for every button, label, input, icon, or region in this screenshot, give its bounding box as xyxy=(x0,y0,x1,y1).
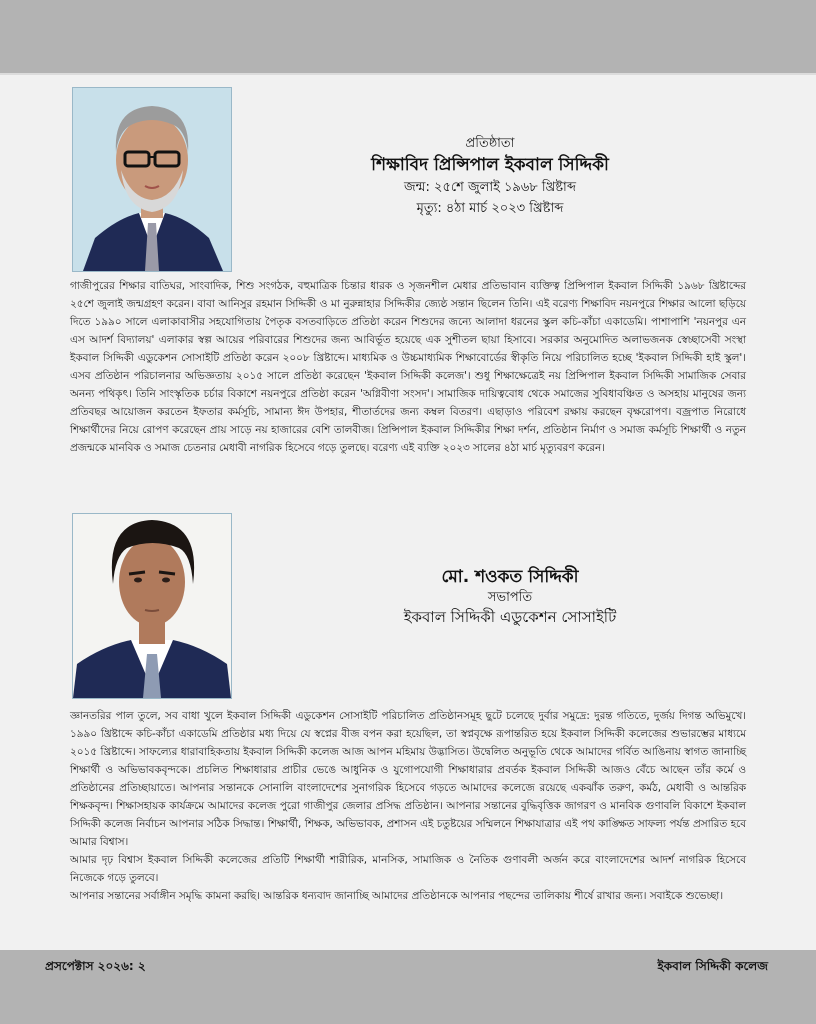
footer-college-name: ইকবাল সিদ্দিকী কলেজ xyxy=(657,959,768,973)
president-organization: ইকবাল সিদ্দিকী এডুকেশন সোসাইটি xyxy=(403,608,617,626)
president-message-paragraph-1: জ্ঞানতরির পাল তুলে, সব বাধা খুলে ইকবাল সিদ্দিকী এডুকেশন সোসাইটি পরিচালিত প্রতিষ্ঠানসমূহ ছুটে চলেছে দুর্বার সমুদ্রে: দুরন্ত গতিতে, দুর্জয় দিগন্ত অভিমুখে। ১৯৯০ খ্রিষ্টাব্দে কচি-কাঁচা একাডেমি প্রতিষ্ঠার মধ্য দিয়ে যে স্বপ্নের বীজ বপন করা হয়েছিল, তা স্বপ্নবৃক্ষে রূপান্তরিত হয়ে ইকবাল সিদ্দিকী কলেজের শুভারম্ভের মাধ্যমে ২০১৫ খ্রিষ্টাব্দে। সাফল্যের ধারাবাহিকতায় ইকবাল সিদ্দিকী কলেজ আজ আপন মহিমায় উদ্ভাসিত। উদ্বেলিত অনুভূতি থেকে আমাদের গর্বিত আঙিনায় স্বাগত জানাচ্ছি শিক্ষার্থী ও অভিভাবকবৃন্দকে। প্রচলিত শিক্ষাধারার প্রাচীর ভেঙে আধুনিক ও যুগোপযোগী শিক্ষাধারার প্রবর্তক ইকবাল সিদ্দিকী আজও বেঁচে আছেন তাঁর কর্মে ও প্রতিষ্ঠানের প্রতিচ্ছায়াতে। আপনার সন্তানকে সোনালি বাংলাদেশের সুনাগরিক হিসেবে গড়তে আমাদের কলেজে রয়েছে একঝাঁক তরুণ, কর্মঠ, মেধাবী ও আন্তরিক শিক্ষকবৃন্দ। শিক্ষাসহায়ক কার্যক্রমে আমাদের কলেজ পুরো গাজীপুর জেলার প্রসিদ্ধ প্রতিষ্ঠান। আপনার সন্তানের বুদ্ধিবৃত্তিক জাগরণ ও মানবিক গুণাবলি বিকাশে ইকবাল সিদ্দিকী কলেজ নির্বাচন আপনার সঠিক সিদ্ধান্ত। শিক্ষার্থী, শিক্ষক, অভিভাবক, প্রশাসন এই চতুষ্টয়ের সম্মিলনে শিক্ষাযাত্রার এই পথ কাঙ্ক্ষিত সাফল্য পর্যন্ত প্রসারিত হবে আমার বিশ্বাস। xyxy=(70,710,746,848)
prospectus-page xyxy=(0,73,816,950)
founder-role: প্রতিষ্ঠাতা xyxy=(465,136,515,151)
founder-heading xyxy=(340,135,640,219)
president-message xyxy=(70,707,746,905)
president-photo xyxy=(72,513,232,699)
president-role: সভাপতি xyxy=(487,590,533,605)
page-footer xyxy=(0,950,816,1024)
president-message-paragraph-2: আমার দৃঢ় বিশ্বাস ইকবাল সিদ্দিকী কলেজের প্রতিটি শিক্ষার্থী শারীরিক, মানসিক, সামাজিক ও নৈতিক গুণাবলী অর্জন করে বাংলাদেশের আদর্শ নাগরিক হিসেবে নিজেকে গড়ে তুলবে। xyxy=(70,854,746,884)
founder-name: শিক্ষাবিদ প্রিন্সিপাল ইকবাল সিদ্দিকী xyxy=(371,155,609,175)
founder-biography xyxy=(70,277,746,457)
portrait-photo-founder-icon xyxy=(73,88,231,271)
president-message-paragraph-3: আপনার সন্তানের সর্বাঙ্গীন সমৃদ্ধি কামনা করছি। আন্তরিক ধন্যবাদ জানাচ্ছি আমাদের প্রতিষ্ঠানকে আপনার পছন্দের তালিকায় শীর্ষে রাখার জন্য। সবাইকে শুভেচ্ছা। xyxy=(70,890,724,902)
president-name: মো. শওকত সিদ্দিকী xyxy=(441,567,579,587)
founder-photo xyxy=(72,87,232,272)
founder-biography-text: গাজীপুরের শিক্ষার বাতিঘর, সাংবাদিক, শিশু সংগঠক, বহুমাত্রিক চিন্তার ধারক ও সৃজনশীল মেধার প্রতিভাবান ব্যক্তিত্ব প্রিন্সিপাল ইকবাল সিদ্দিকী ১৯৬৮ খ্রিষ্টাব্দের ২৫শে জুলাই জন্মগ্রহণ করেন। বাবা আনিসুর রহমান সিদ্দিকী ও মা নুরুন্নাহার সিদ্দিকীর জ্যেষ্ঠ সন্তান ছিলেন তিনি। এই বরেণ্য শিক্ষাবিদ নয়নপুরে শিক্ষার আলো ছড়িয়ে দিতে ১৯৯০ সালে এলাকাবাসীর সহযোগিতায় পৈতৃক বসতবাড়িতে প্রতিষ্ঠা করেন শিশুদের জন্যে আলাদা ধরনের স্কুল কচি-কাঁচা একাডেমি। পাশাপাশি 'নয়নপুর এন এস আদর্শ বিদ্যালয়' এলাকার স্বল্প আয়ের পরিবারের শিশুদের জন্য আবির্ভূত হয়েছে এক সুশীতল ছায়া হিসাবে। সরকার অনুমোদিত অলাভজনক স্বেচ্ছাসেবী সংস্থা ইকবাল সিদ্দিকী এডুকেশন সোসাইটি প্রতিষ্ঠা করেন ২০০৮ খ্রিষ্টাব্দে। মাধ্যমিক ও উচ্চমাধ্যমিক শিক্ষাবোর্ডের স্বীকৃতি নিয়ে পরিচালিত হচ্ছে 'ইকবাল সিদ্দিকী হাই স্কুল'। এসব প্রতিষ্ঠান পরিচালনার অভিজ্ঞতায় ২০১৫ সালে প্রতিষ্ঠা করেছেন 'ইকবাল সিদ্দিকী কলেজ'। শুধু শিক্ষাক্ষেত্রেই নয় প্রিন্সিপাল ইকবাল সিদ্দিকী সামাজিক সেবার অনন্য পথিকৃৎ। তিনি সাংস্কৃতিক চর্চার বিকাশে নয়নপুরে প্রতিষ্ঠা করেন 'অগ্নিবীণা সংসদ'। সামাজিক দায়িত্ববোধ থেকে সমাজের সুবিধাবঞ্চিত ও অসহায় মানুষের জন্য প্রতিবছর আয়োজন করতেন ইফতার কর্মসূচি, সামান্য ঈদ উপহার, শীতার্তদের জন্য কম্বল বিতরণ। এছাড়াও পরিবেশ রক্ষায় করছেন বৃক্ষরোপণ। বজ্রপাত নিরোধে শিক্ষার্থীদের নিয়ে রোপণ করেছেন প্রায় সাড়ে নয় হাজারের বেশি তালবীজ। প্রিন্সিপাল ইকবাল সিদ্দিকীর শিক্ষা দর্শন, প্রতিষ্ঠান নির্মাণ ও সমাজ কর্মসূচি শিক্ষার্থী ও নতুন প্রজন্মকে মানবিক ও সমাজ চেতনার মেধাবী নাগরিক হিসেবে গড়ে তুলছে। বরেণ্য এই ব্যক্তি ২০২৩ সালের ৪ঠা মার্চ মৃত্যুবরণ করেন। xyxy=(70,280,746,454)
portrait-photo-president-icon xyxy=(73,514,231,698)
footer-page-number: প্রসপেক্টাস ২০২৬: ২ xyxy=(45,959,146,973)
president-heading xyxy=(340,565,680,627)
viewer-top-band xyxy=(0,0,816,73)
founder-birth: জন্ম: ২৫শে জুলাই ১৯৬৮ খ্রিষ্টাব্দ xyxy=(404,180,576,195)
founder-death: মৃত্যু: ৪ঠা মার্চ ২০২৩ খ্রিষ্টাব্দ xyxy=(416,201,564,216)
